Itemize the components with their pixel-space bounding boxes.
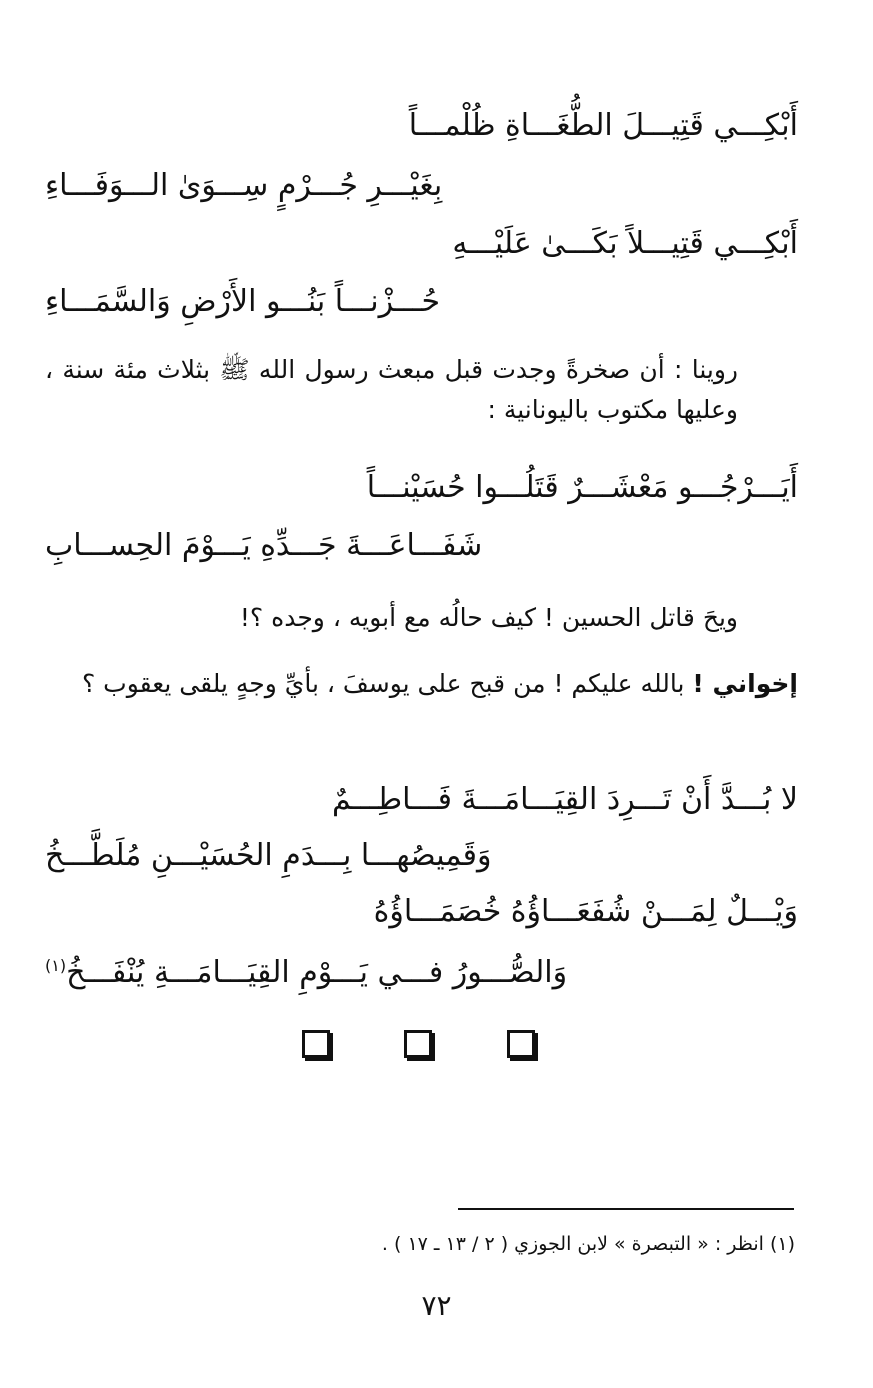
poem3-verse-2b-text: وَالصُّـــورُ فـــي يَـــوْمِ القِيَـــامَـــةِ يُنْفَـــخُ (66, 955, 568, 990)
poem3-verse-1b: وَقَمِيصُهـــا بِـــدَمِ الحُسَيْـــنِ مُلَطَّـــخُ (45, 838, 492, 873)
page-number: ٧٢ (421, 1289, 452, 1322)
poem1-verse-1b: بِغَيْـــرِ جُـــرْمٍ سِـــوَىٰ الـــوَفَـــاءِ (45, 168, 443, 203)
poem1-verse-1a: أَبْكِـــي قَتِيـــلَ الطُّغَـــاةِ ظُلْمـــاً (408, 108, 798, 143)
poem3-verse-1a: لا بُـــدَّ أَنْ تَـــرِدَ القِيَـــامَـــةَ فَـــاطِـــمٌ (331, 782, 798, 817)
poem2-verse-a: أَيَـــرْجُـــو مَعْشَـــرٌ قَتَلُـــوا حُسَيْنـــاً (366, 470, 798, 505)
ornament-square-icon (404, 1030, 432, 1058)
ornament-square-icon (507, 1030, 535, 1058)
lament-text: ويحَ قاتل الحسين ! كيف حالُه مع أبويه ، وجده ؟! (239, 603, 738, 632)
poem3-verse-2b (45, 946, 567, 993)
poem1-verse-2b: حُـــزْنـــاً بَنُـــو الأَرْضِ وَالسَّمَـــاءِ (45, 284, 441, 319)
brothers-heading: إخواني ! (692, 669, 798, 698)
footnote: (١) انظر : « التبصرة » لابن الجوزي ( ٢ / ١٣ ـ ١٧ ) . (381, 1233, 795, 1255)
section-divider (0, 1030, 873, 1064)
paragraph-lament (45, 598, 738, 638)
paragraph-brothers (45, 664, 798, 704)
footnote-rule (458, 1208, 794, 1210)
poem3-verse-2a: وَيْـــلٌ لِمَـــنْ شُفَعَـــاؤُهُ خُصَمَـــاؤُهُ (373, 894, 798, 929)
footnote-marker: (١) (45, 956, 67, 975)
poem1-verse-2a: أَبْكِـــي قَتِيـــلاً بَكَـــىٰ عَلَيْـــهِ (452, 226, 798, 261)
paragraph-rock-inscription: روينا : أن صخرةً وجدت قبل مبعث رسول الله ﷺ بثلاث مئة سنة ، وعليها مكتوب باليونانية : (45, 355, 738, 424)
brothers-text: بالله عليكم ! من قبح على يوسفَ ، بأيِّ وجهٍ يلقى يعقوب ؟ (81, 669, 693, 698)
poem2-verse-b: شَفَـــاعَـــةَ جَـــدِّهِ يَـــوْمَ الحِســـابِ (45, 528, 483, 563)
ornament-square-icon (302, 1030, 330, 1058)
